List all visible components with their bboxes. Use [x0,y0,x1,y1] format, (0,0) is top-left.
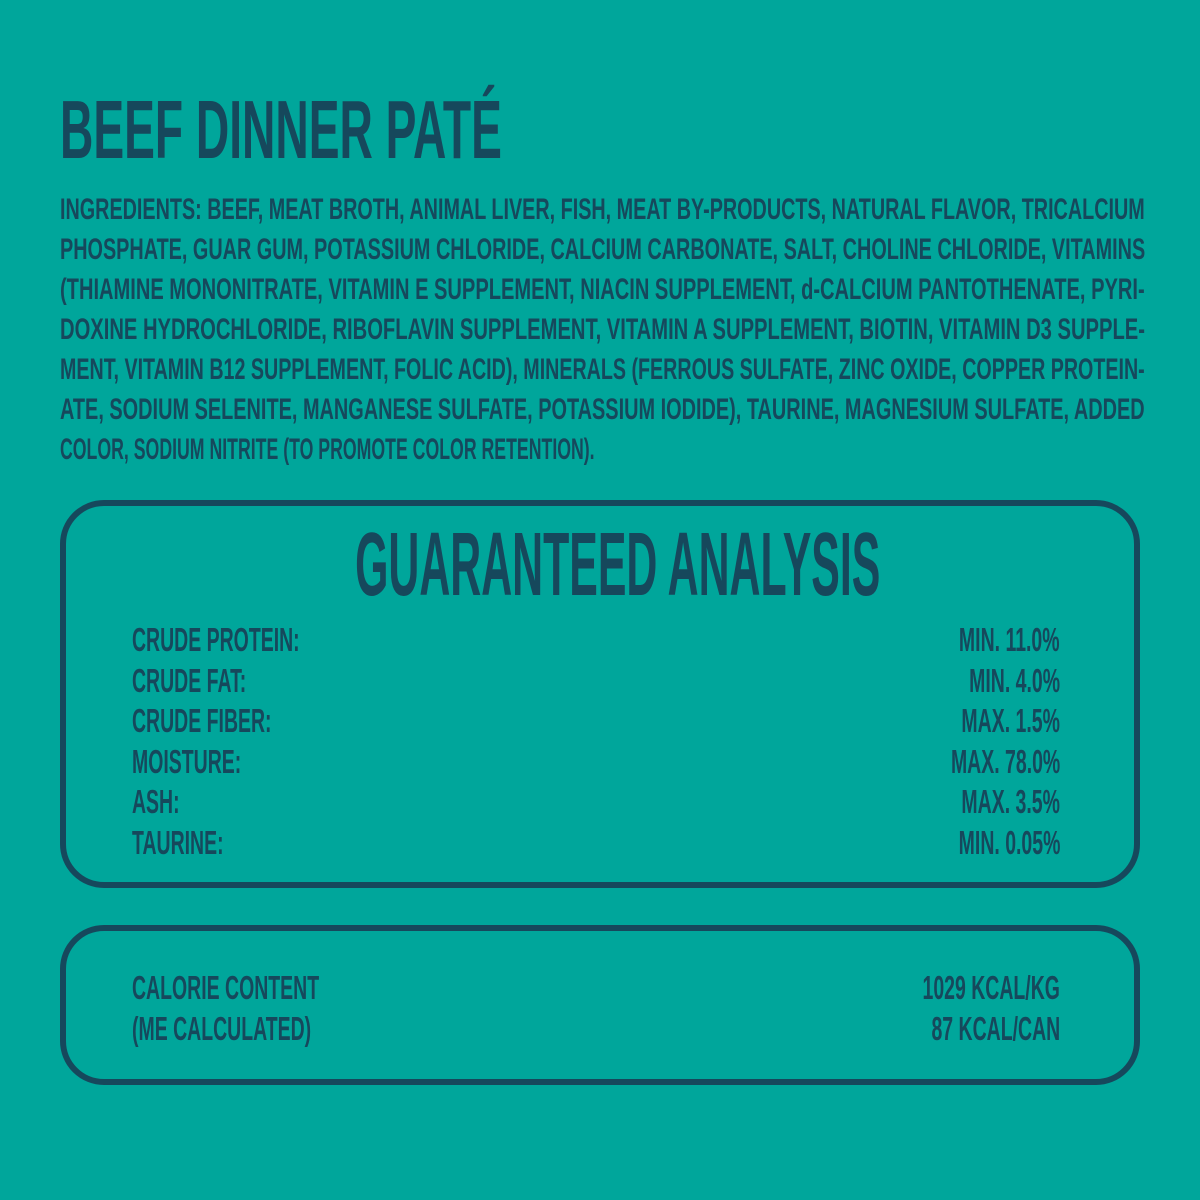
analysis-row-value: MAX. 1.5% [961,702,1060,740]
ingredients-line: COLOR, SODIUM NITRITE (TO PROMOTE COLOR RETENTION). [60,433,595,466]
guaranteed-analysis-rows [132,620,1060,864]
ingredients-list [60,190,1200,470]
analysis-row-label: CRUDE PROTEIN: [132,621,300,658]
ingredients-line: ATE, SODIUM SELENITE, MANGANESE SULFATE, POTASSIUM IODIDE), TAURINE, MAGNESIUM SULFATE, ADDED [60,393,1145,426]
analysis-row-value: MIN. 4.0% [969,661,1060,699]
product-title: BEEF DINNER PATÉ [60,83,502,176]
ingredients-line: PHOSPHATE, GUAR GUM, POTASSIUM CHLORIDE, CALCIUM CARBONATE, SALT, CHOLINE CHLORIDE, VITAMINS [60,233,1146,266]
analysis-row [132,742,1060,783]
analysis-row-value: MAX. 3.5% [961,783,1060,821]
calorie-label-text: (ME CALCULATED) [132,1010,312,1047]
analysis-row [132,661,1060,702]
analysis-row-label: CRUDE FAT: [132,661,247,699]
calorie-content-labels [132,967,449,1049]
guaranteed-analysis-box [60,500,1140,888]
calorie-label-line [132,967,449,1008]
analysis-row [132,620,1060,661]
calorie-content-values [827,967,1060,1049]
guaranteed-analysis-title: GUARANTEED ANALYSIS [355,515,881,615]
guaranteed-analysis-heading-wrap [66,515,1134,615]
calorie-value-line [827,1008,1060,1049]
analysis-row-value: MIN. 11.0% [959,621,1060,658]
analysis-row-value: MIN. 0.05% [958,823,1060,861]
ingredients-line: INGREDIENTS: BEEF, MEAT BROTH, ANIMAL LIVER, FISH, MEAT BY-PRODUCTS, NATURAL FLAVOR, TRICALCIUM [60,193,1145,226]
analysis-row-label: MOISTURE: [132,742,242,780]
calorie-value-text: 1029 KCAL/KG [922,969,1060,1006]
analysis-row [132,823,1060,864]
calorie-label-text: CALORIE CONTENT [132,969,320,1006]
analysis-row-label: ASH: [132,783,180,821]
calorie-content-box [60,925,1140,1085]
analysis-row-label: TAURINE: [132,823,224,861]
analysis-row-label: CRUDE FIBER: [132,702,272,740]
analysis-row [132,701,1060,742]
calorie-content [132,967,1060,1049]
ingredients-line: MENT, VITAMIN B12 SUPPLEMENT, FOLIC ACID), MINERALS (FERROUS SULFATE, ZINC OXIDE, COPPER PROTEIN- [60,353,1145,386]
analysis-row-value: MAX. 78.0% [950,742,1060,780]
ingredients-line: (THIAMINE MONONITRATE, VITAMIN E SUPPLEMENT, NIACIN SUPPLEMENT, d-CALCIUM PANTOTHENATE, PYRI- [60,273,1145,306]
calorie-label-line [132,1008,449,1049]
analysis-row [132,782,1060,823]
ingredients-line: DOXINE HYDROCHLORIDE, RIBOFLAVIN SUPPLEMENT, VITAMIN A SUPPLEMENT, BIOTIN, VITAMIN D3 SUPPLE- [60,313,1145,346]
calorie-value-line [827,967,1060,1008]
calorie-value-text: 87 KCAL/CAN [931,1010,1060,1047]
